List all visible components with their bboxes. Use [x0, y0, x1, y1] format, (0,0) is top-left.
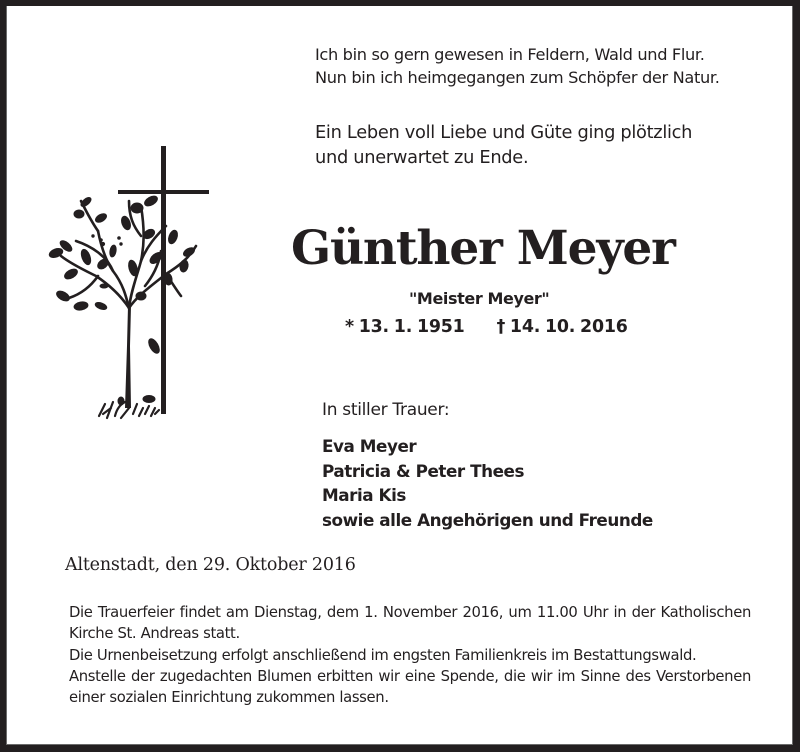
life-dates [345, 317, 628, 337]
mourner-name: Eva Meyer [322, 436, 417, 456]
mourning-intro: In stiller Trauer: [322, 400, 450, 420]
death-date: † 14. 10. 2016 [496, 317, 628, 337]
funeral-notice [69, 602, 751, 708]
deceased-name: Günther Meyer [291, 221, 675, 276]
tribute-line: und unerwartet zu Ende. [315, 147, 529, 168]
tree-with-cross-icon [41, 146, 221, 430]
poem-line: Ich bin so gern gewesen in Feldern, Wald und Flur. [315, 45, 705, 64]
mourner-name: Maria Kis [322, 485, 406, 505]
obituary-frame [6, 6, 793, 745]
poem-line: Nun bin ich heimgegangen zum Schöpfer der Natur. [315, 68, 720, 87]
poem-verse [315, 43, 720, 89]
birth-date: * 13. 1. 1951 [345, 317, 465, 337]
deceased-nickname: "Meister Meyer" [409, 289, 550, 308]
mourner-name: sowie alle Angehörigen und Freunde [322, 509, 653, 530]
mourner-name: Patricia & Peter Thees [322, 460, 525, 481]
notice-paragraph: Anstelle der zugedachten Blumen erbitten wir eine Spende, die wir im Sinne des Verstorbenen einer sozialen Einrichtung zukommen lassen. [69, 667, 751, 707]
place-and-date: Altenstadt, den 29. Oktober 2016 [65, 555, 356, 575]
tribute-line: Ein Leben voll Liebe und Güte ging plötzlich [315, 122, 693, 143]
notice-paragraph: Die Urnenbeisetzung erfolgt anschließend im engsten Familienkreis im Bestattungswald. [69, 646, 697, 664]
mourners-list [322, 434, 653, 532]
tribute-text [315, 120, 692, 170]
notice-paragraph: Die Trauerfeier findet am Dienstag, dem 1. November 2016, um 11.00 Uhr in der Katholischen Kirche St. Andreas statt. [69, 604, 751, 643]
